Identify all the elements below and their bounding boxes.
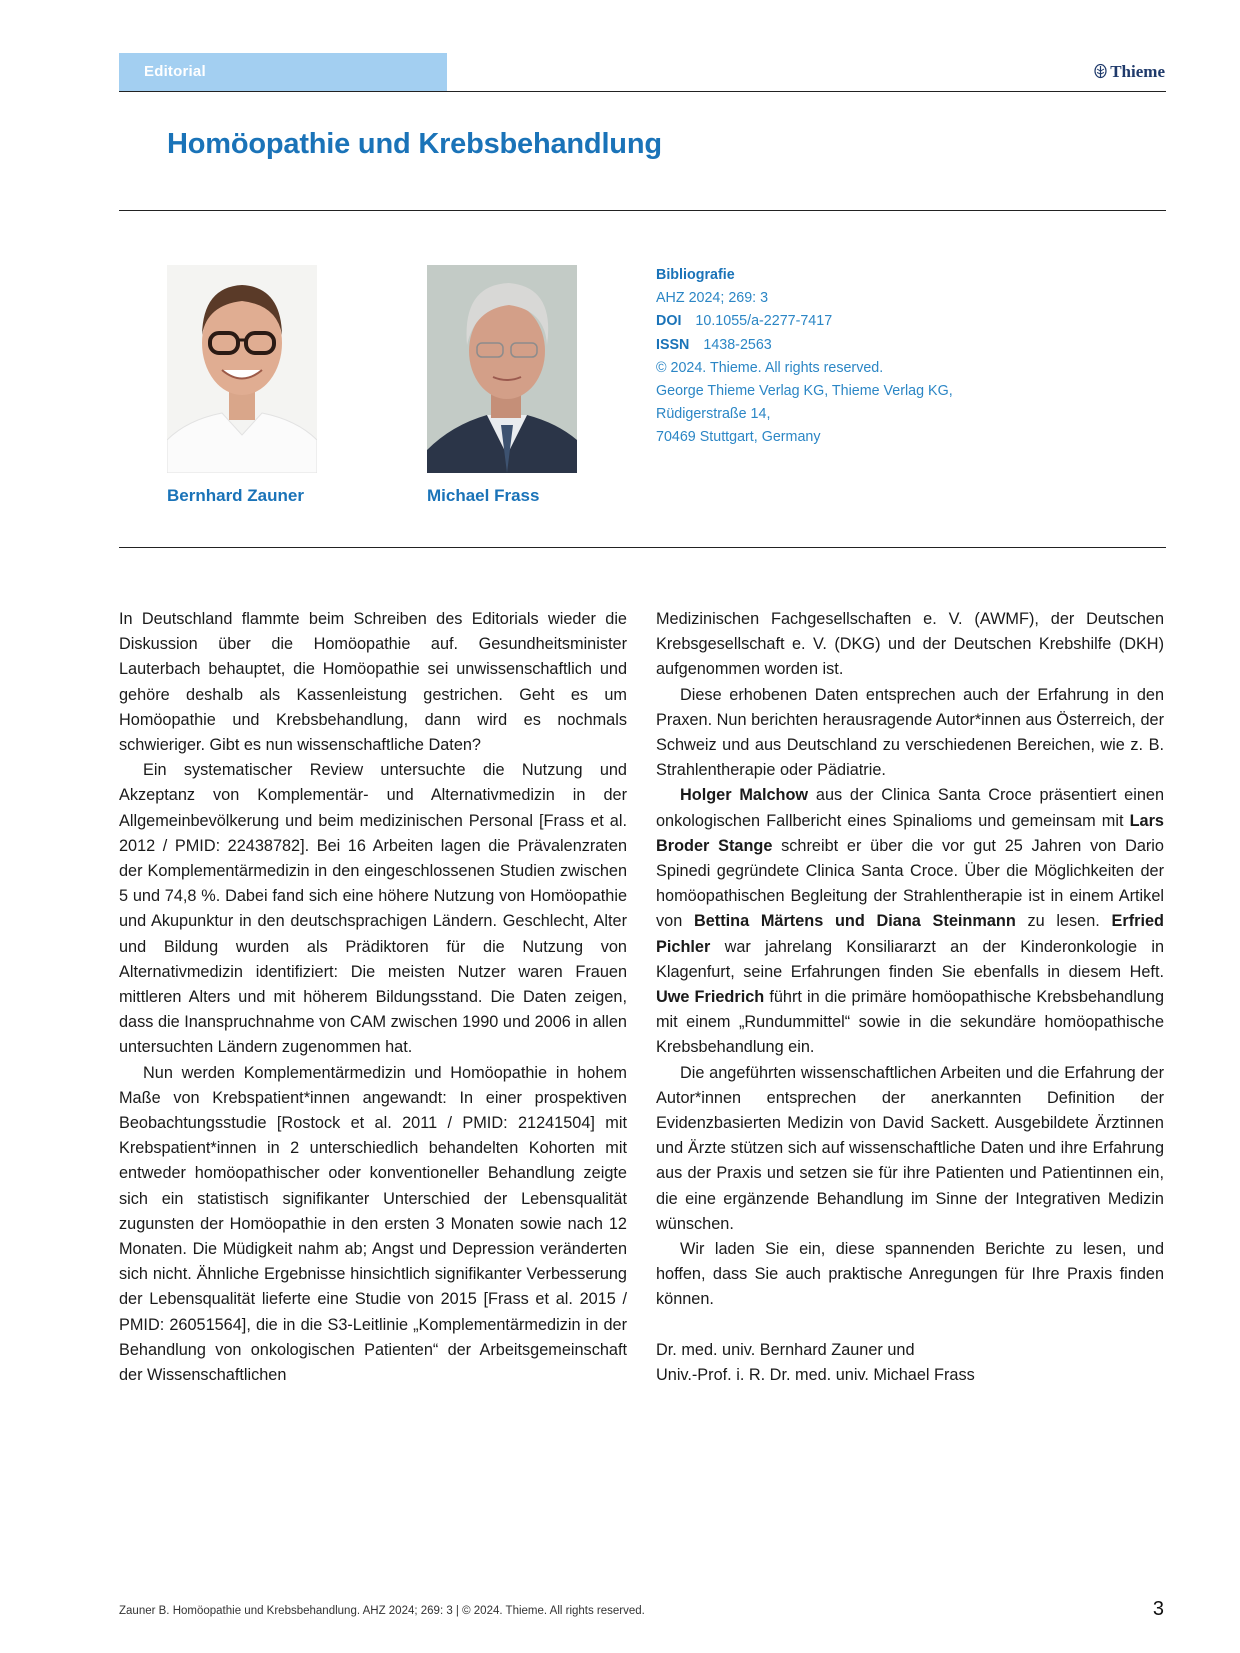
author-mention: Uwe Friedrich [656,988,765,1007]
paragraph: Nun werden Komplementärmedizin und Homöopathie in hohem Maße von Krebspatient*innen angewandt: In einer prospektiven Beobachtungsstudie [Rostock et al. 2011 / PMID: 21241504] mit Krebspatient*innen in 2 unterschiedlich behandelten Kohorten mit entweder homöopathischer oder konventioneller Behandlung zeigte sich ein statistisch signifikanter Unterschied der Lebensqualität zugunsten der Homöopathie in den ersten 3 Monaten sowie nach 12 Monaten. Die Müdigkeit nahm ab; Angst und Depression veränderten sich nicht. Ähnliche Ergebnisse hinsichtlich signifikanter Verbesserung der Lebensqualität lieferte eine Studie von 2015 [Frass et al. 2015 / PMID: 26051564], die in die S3-Leitlinie „Komplementärmedizin in der Behandlung von onkologischen Patienten“ der Arbeitsgemeinschaft der Wissenschaftlichen [119,1063,627,1385]
article-title: Homöopathie und Krebsbehandlung [167,128,662,160]
author-photo-zauner [167,265,317,473]
portrait-photo [427,265,577,473]
paragraph: Ein systematischer Review untersuchte die Nutzung und Akzeptanz von Komplementär- und Alternativmedizin in der Allgemeinbevölkerung und beim medizinischen Personal [Frass et al. 2012 / PMID: 22438782]. Bei 16 Arbeiten lagen die Prävalenzraten der Komplementärmedizin in den eingeschlossenen Studien zwischen 5 und 74,8 %. Dabei fand sich eine höhere Nutzung von Homöopathie und Akupunktur in den deutschsprachigen Ländern. Geschlecht, Alter und Bildung wurden als Prädiktoren für die Nutzung von Alternativmedizin identifiziert: Die meisten Nutzer waren Frauen mittleren Alters und mit höherem Bildungsstand. Die Daten zeigen, dass die Inanspruchnahme von CAM zwischen 1990 und 2006 in allen untersuchten Ländern zugenommen hat. [119,761,627,1057]
publisher-line: George Thieme Verlag KG, Thieme Verlag KG, [656,383,953,400]
street-line: Rüdigerstraße 14, [656,406,771,423]
author-mention: Lars Broder Stange [656,811,1164,855]
signature-line: Univ.-Prof. i. R. Dr. med. univ. Michael Frass [656,1365,975,1384]
issn-label: ISSN [656,336,690,353]
paragraph: Diese erhobenen Daten entsprechen auch der Erfahrung in den Praxen. Nun berichten herausragende Autor*innen aus Österreich, der Schweiz und aus Deutschland zu verschiedenen Bereichen, wie z. B. Strahlentherapie oder Pädiatrie. [656,685,1164,780]
author-photo-frass [427,265,577,473]
issn-value: 1438-2563 [703,336,772,353]
text-run: aus der Clinica Santa Croce präsentiert einen onkologischen Fallbericht eines Spinalioms und gemeinsam mit [656,786,1164,830]
authors-divider [119,547,1166,548]
bibliography-heading: Bibliografie [656,267,735,283]
copyright-line: © 2024. Thieme. All rights reserved. [656,359,884,376]
author-mention: Holger Malchow [680,786,809,805]
body-column-right [656,607,1164,1388]
author-name: Michael Frass [427,486,540,505]
text-run: führt in die primäre homöopathische Krebsbehandlung mit einem „Rundummittel“ sowie in die sekundäre homöopathische Krebsbehandlung ein. [656,988,1164,1057]
bibliography-citation: AHZ 2024; 269: 3 [656,290,769,307]
signature-line: Dr. med. univ. Bernhard Zauner und [656,1340,915,1359]
paragraph: Medizinischen Fachgesellschaften e. V. (AWMF), der Deutschen Krebsgesellschaft e. V. (DKG) und der Deutschen Krebshilfe (DKH) aufgenommen worden ist. [656,610,1164,679]
section-label: Editorial [144,63,206,80]
city-line: 70469 Stuttgart, Germany [656,429,821,446]
page-number: 3 [1152,1598,1164,1620]
portrait-photo [167,265,317,473]
author-name: Bernhard Zauner [167,486,304,505]
header-divider [119,91,1166,92]
doi-value[interactable]: 10.1055/a-2277-7417 [695,313,833,330]
title-divider [119,210,1166,211]
publisher-name: Thieme [1110,62,1165,81]
text-run: schreibt er über die vor gut 25 Jahren von Dario Spinedi gegründete Clinica Santa Croce. Über die Möglichkeiten der homöopathischen Begleitung der Strahlentherapie ist in einem Artikel von [656,836,1164,931]
bibliography-block [656,264,953,450]
body-column-left [119,607,627,1388]
author-mention: Bettina Märtens und Diana Steinmann [693,912,1016,931]
footer-citation: Zauner B. Homöopathie und Krebsbehandlung. AHZ 2024; 269: 3 | © 2024. Thieme. All rights reserved. [119,1605,645,1617]
author-mention: Erfried Pichler [656,912,1164,956]
text-run: war jahrelang Konsiliararzt an der Kinderonkologie in Klagenfurt, seine Erfahrungen finden Sie ebenfalls in diesem Heft. [656,937,1164,981]
text-run: zu lesen. [1015,912,1112,931]
signature [656,1338,1164,1388]
paragraph [656,783,1164,1060]
paragraph: Wir laden Sie ein, diese spannenden Berichte zu lesen, und hoffen, dass Sie auch praktische Anregungen für Ihre Praxis finden können. [656,1240,1164,1309]
issn-line [656,334,953,357]
paragraph: Die angeführten wissenschaftlichen Arbeiten und die Erfahrung der Autor*innen entsprechen der anerkannten Definition der Evidenzbasierten Medizin von David Sackett. Ausgebildete Ärztinnen und Ärzte stützen sich auf wissenschaftliche Daten und ihre Erfahrung aus der Praxis und setzen sie für ihre Patienten und Patientinnen ein, die eine ergänzende Behandlung im Sinne der Integrativen Medizin wünschen. [656,1063,1164,1233]
publisher-brand[interactable] [1094,62,1165,82]
doi-line [656,310,953,333]
thieme-tree-logo-icon [1094,64,1107,80]
doi-label: DOI [656,313,682,330]
paragraph: In Deutschland flammte beim Schreiben des Editorials wieder die Diskussion über die Homöopathie auf. Gesundheitsminister Lauterbach behauptet, die Homöopathie sei unwissenschaftlich und gehöre deshalb als Kassenleistung gestrichen. Geht es um Homöopathie und Krebsbehandlung, dann wird es nochmals schwieriger. Gibt es nun wissenschaftliche Daten? [119,610,627,755]
